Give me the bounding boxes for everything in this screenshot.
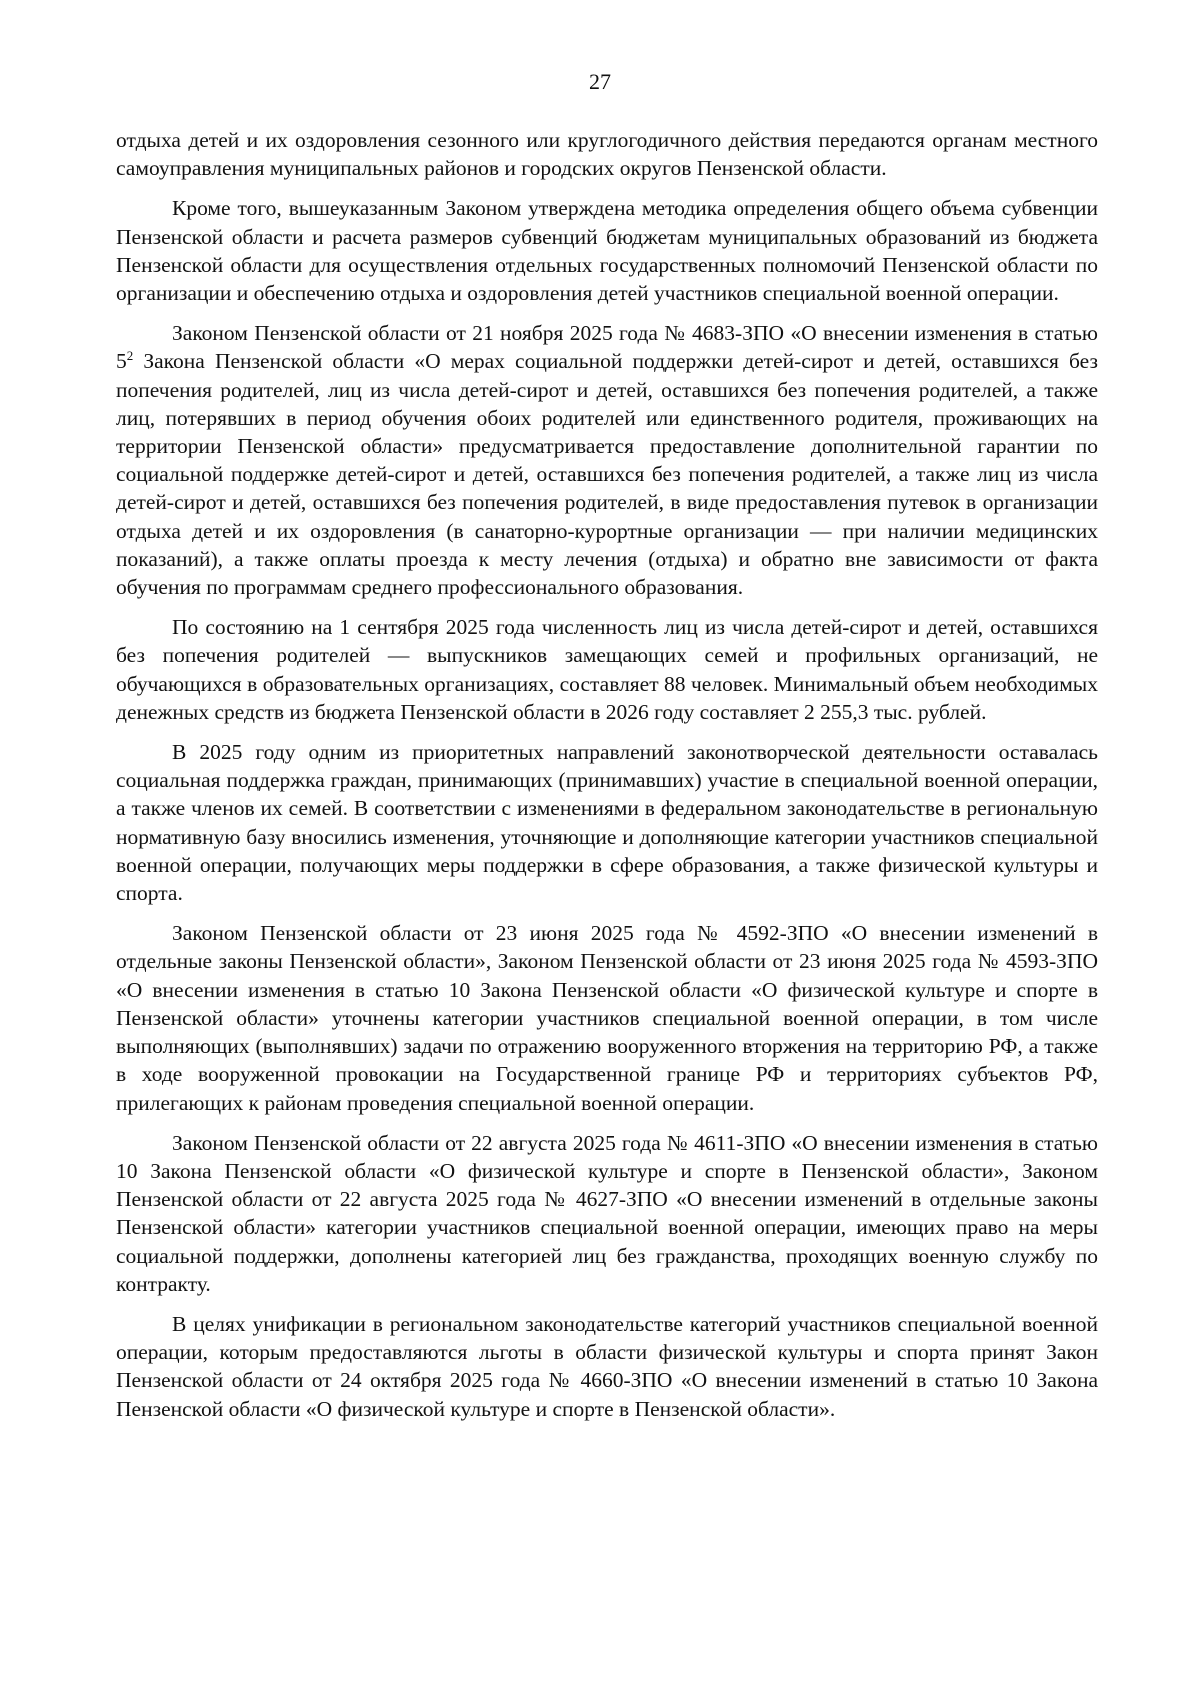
paragraph-continuation: отдыха детей и их оздоровления сезонного или круглогодичного действия передаются органам местного самоуправления муниципальных районов и городских округов Пензенской области. xyxy=(116,128,1098,181)
paragraph-law-4683-part1: Законом Пензенской области от 21 ноября 2025 года № 4683-ЗПО «О внесении изменения в статью 5 xyxy=(116,321,1098,374)
paragraph-law-4611: Законом Пензенской области от 22 августа 2025 года № 4611-ЗПО «О внесении изменения в статью 10 Закона Пензенской области «О физической культуре и спорте в Пензенской области», Законом Пензенской области от 22 августа 2025 года № 4627-ЗПО «О внесении изменений в отдельные законы Пензенской области» категории участников специальной военной операции, имеющих право на меры социальной поддержки, дополнены категорией лиц без гражданства, проходящих военную службу по контракту. xyxy=(116,1130,1098,1296)
paragraph-law-4683-part2: Закона Пензенской области «О мерах социальной поддержки детей-сирот и детей, оставшихся без попечения родителей, лиц из числа детей-сирот и детей, оставшихся без попечения родителей, а также лиц, потерявших в период обучения обоих родителей или единственного родителя, проживающих на территории Пензенской области» предусматривается предоставление дополнительной гарантии по социальной поддержке детей-сирот и детей, оставшихся без попечения родителей, а также лиц из числа детей-сирот и детей, оставшихся без попечения родителей, в виде предоставления путевок в организации отдыха детей и их оздоровления (в санаторно-курортные организации — при наличии медицинских показаний), а также оплаты проезда к месту лечения (отдыха) и обратно вне зависимости от факта обучения по программам среднего профессионального образования. xyxy=(116,349,1098,600)
paragraph-priorities: В 2025 году одним из приоритетных направлений законотворческой деятельности оставалась социальная поддержка граждан, принимающих (принимавших) участие в специальной военной операции, а также членов их семей. В соответствии с изменениями в федеральном законодательстве в региональную нормативную базу вносились изменения, уточняющие и дополняющие категории участников специальной военной операции, получающих меры поддержки в сфере образования, а также физической культуры и спорта. xyxy=(116,740,1098,906)
paragraph-law-4683 xyxy=(116,319,1098,601)
paragraph-statistics: По состоянию на 1 сентября 2025 года численность лиц из числа детей-сирот и детей, оставшихся без попечения родителей — выпускников замещающих семей и профильных организаций, не обучающихся в образовательных организациях, составляет 88 человек. Минимальный объем необходимых денежных средств из бюджета Пензенской области в 2026 году составляет 2 255,3 тыс. рублей. xyxy=(116,615,1098,724)
paragraph-methodology: Кроме того, вышеуказанным Законом утверждена методика определения общего объема субвенции Пензенской области и расчета размеров субвенций бюджетам муниципальных образований из бюджета Пензенской области для осуществления отдельных государственных полномочий Пензенской области по организации и обеспечению отдыха и оздоровления детей участников специальной военной операции. xyxy=(116,196,1098,306)
document-body xyxy=(116,126,1098,1435)
paragraph-law-4592: Законом Пензенской области от 23 июня 2025 года № 4592-ЗПО «О внесении изменений в отдельные законы Пензенской области», Законом Пензенской области от 23 июня 2025 года № 4593-ЗПО «О внесении изменения в статью 10 Закона Пензенской области «О физической культуре и спорте в Пензенской области» уточнены категории участников специальной военной операции, в том числе выполняющих (выполнявших) задачи по отражению вооруженного вторжения на территорию РФ, а также в ходе вооруженной провокации на Государственной границе РФ и территориях субъектов РФ, прилегающих к районам проведения специальной военной операции. xyxy=(116,921,1098,1115)
page-number: 27 xyxy=(589,69,611,94)
paragraph-law-4660: В целях унификации в региональном законодательстве категорий участников специальной военной операции, которым предоставляются льготы в области физической культуры и спорта принят Закон Пензенской области от 24 октября 2025 года № 4660-ЗПО «О внесении изменений в статью 10 Закона Пензенской области «О физической культуре и спорте в Пензенской области». xyxy=(116,1311,1098,1421)
superscript-2: 2 xyxy=(126,348,134,364)
